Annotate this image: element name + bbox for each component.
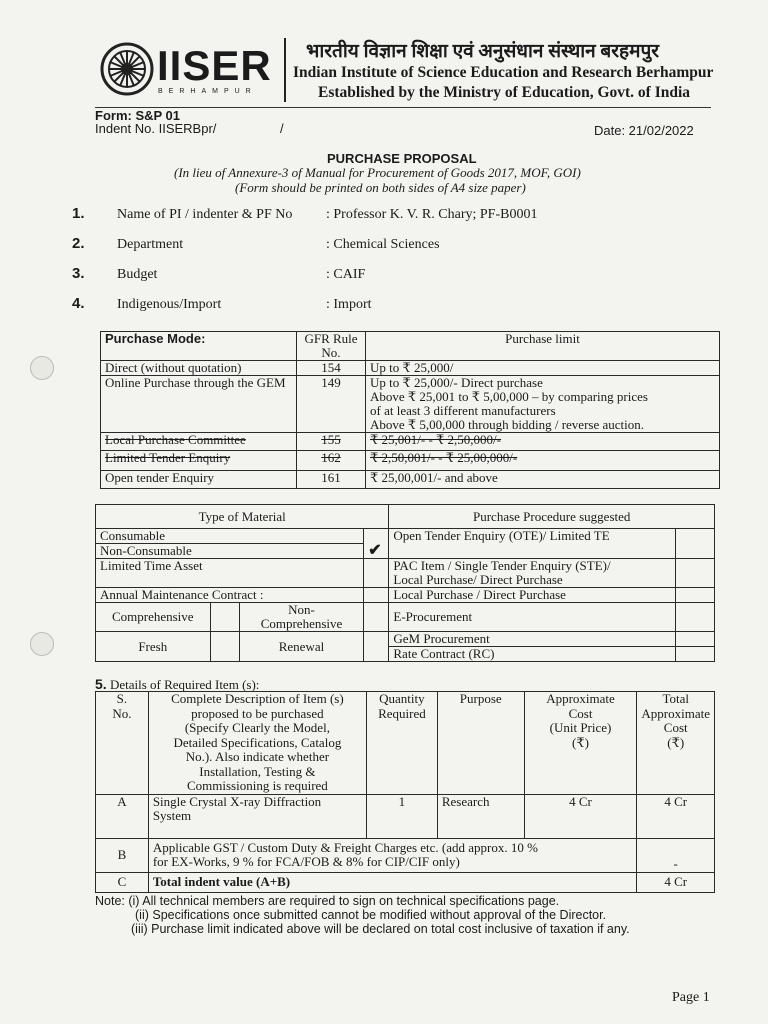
- section-number: 5.: [95, 676, 107, 692]
- established-by: Established by the Ministry of Education, Govt. of India: [318, 84, 691, 101]
- header-procedure: Purchase Procedure suggested: [389, 505, 715, 529]
- field-value-department: : Chemical Sciences: [326, 237, 440, 252]
- limit-line: of at least 3 different manufacturers: [370, 403, 556, 418]
- indent-number: Indent No. IISERBpr/: [95, 121, 217, 136]
- header-purpose: Purpose: [437, 692, 524, 795]
- limit-line: Up to ₹ 25,000/- Direct purchase: [370, 375, 543, 390]
- field-label-import: Indigenous/Import: [117, 297, 222, 312]
- procedure-eproc: E-Procurement: [389, 603, 675, 632]
- items-table: [95, 691, 715, 893]
- limit-cell: [366, 376, 720, 433]
- procedure-ote-mark: [675, 529, 714, 559]
- logo-text: IISER: [157, 42, 272, 89]
- field-value-pi: : Professor K. V. R. Chary; PF-B0001: [326, 207, 538, 222]
- row-b-sno: B: [96, 838, 149, 872]
- description-line: for EX-Works, 9 % for FCA/FOB & 8% for CIP/CIF only): [152, 854, 460, 869]
- procedure-pac: [389, 559, 675, 588]
- mode-cell: Local Purchase Committee: [101, 433, 297, 451]
- header-description: [148, 692, 366, 795]
- english-name: Indian Institute of Science Education and Research Berhampur: [293, 64, 714, 81]
- note-3: (iii) Purchase limit indicated above will be declared on total cost inclusive of taxation if any.: [131, 922, 630, 936]
- field-value-budget: : CAIF: [326, 267, 366, 282]
- field-value-import: : Import: [326, 297, 372, 312]
- header-approx-cost: [524, 692, 637, 795]
- form-subtitle-1: (In lieu of Annexure-3 of Manual for Procurement of Goods 2017, MOF, GOI): [174, 165, 581, 180]
- header-line: Cost: [663, 720, 688, 735]
- description-line: Single Crystal X-ray Diffraction: [152, 793, 322, 809]
- procedure-gem: GeM Procurement: [389, 632, 675, 647]
- header-sno: [96, 692, 149, 795]
- procedure-pac-mark: [675, 559, 714, 588]
- header-rule: [95, 107, 711, 108]
- form-number: Form: S&P 01: [95, 108, 181, 123]
- header-type-of-material: Type of Material: [96, 505, 389, 529]
- page-number: Page 1: [672, 990, 710, 1005]
- limit-cell: ₹ 25,001/- - ₹ 2,50,000/-: [366, 433, 720, 451]
- field-label-budget: Budget: [117, 267, 158, 282]
- procedure-pac-line: Local Purchase/ Direct Purchase: [393, 572, 563, 587]
- material-empty-cell: [210, 603, 239, 632]
- row-a-total-cost: 4 Cr: [637, 794, 715, 838]
- limit-line: Above ₹ 25,001 to ₹ 5,00,000 – by comparing prices: [370, 389, 648, 404]
- non-comprehensive-line: Comprehensive: [260, 616, 343, 631]
- field-number: 1.: [72, 205, 85, 222]
- limit-line: Above ₹ 5,00,000 through bidding / reverse auction.: [370, 417, 644, 432]
- header-line: Quantity: [379, 691, 425, 706]
- check-mark-icon: ✔: [368, 542, 382, 559]
- procedure-local: Local Purchase / Direct Purchase: [389, 588, 675, 603]
- rule-cell: 161: [297, 471, 366, 489]
- section-title: Details of Required Item (s):: [109, 677, 260, 692]
- material-empty-cell: [210, 632, 239, 662]
- procedure-rc: Rate Contract (RC): [389, 647, 675, 662]
- material-empty-cell: [364, 588, 389, 603]
- hindi-name: भारतीय विज्ञान शिक्षा एवं अनुसंधान संस्थान बरहमपुर: [306, 41, 660, 62]
- material-comprehensive: Comprehensive: [96, 603, 211, 632]
- row-c-total-cost: 4 Cr: [637, 872, 715, 892]
- description-line: Applicable GST / Custom Duty & Freight Charges etc. (add approx. 10 %: [152, 839, 538, 855]
- mode-cell: Direct (without quotation): [101, 361, 297, 376]
- header-line: Required: [378, 705, 426, 721]
- row-c-description: Total indent value (A+B): [148, 872, 637, 892]
- material-non-consumable: Non-Consumable: [96, 544, 364, 559]
- form-subtitle-2: (Form should be printed on both sides of A4 size paper): [235, 180, 526, 195]
- row-a-purpose: Research: [437, 794, 524, 838]
- field-number: 4.: [72, 295, 85, 312]
- material-fresh: Fresh: [96, 632, 211, 662]
- material-amc: Annual Maintenance Contract :: [96, 588, 364, 603]
- header-line: Cost: [568, 705, 593, 721]
- header-line: (₹): [572, 734, 589, 750]
- material-non-comprehensive: [239, 603, 364, 632]
- header-purchase-limit: Purchase limit: [366, 332, 720, 361]
- limit-cell: Up to ₹ 25,000/: [366, 361, 720, 376]
- selection-checkbox: [364, 529, 389, 559]
- procedure-local-mark: [675, 588, 714, 603]
- rule-cell: 162: [297, 451, 366, 471]
- row-a-description: [148, 794, 366, 838]
- header-purchase-mode: Purchase Mode:: [101, 332, 297, 361]
- header-line: Commissioning is required: [186, 778, 328, 793]
- header-line: Installation, Testing &: [199, 763, 316, 779]
- header-line: Total: [662, 691, 689, 706]
- row-a-unit-cost: 4 Cr: [524, 794, 637, 838]
- header-line: S.: [116, 691, 128, 706]
- punch-hole-bottom: [30, 632, 54, 656]
- header-quantity: [366, 692, 437, 795]
- rule-cell: 155: [297, 433, 366, 451]
- header-line: Complete Description of Item (s): [171, 691, 344, 706]
- header-line: Detailed Specifications, Catalog: [173, 734, 342, 750]
- field-label-pi: Name of PI / indenter & PF No: [117, 207, 293, 222]
- logo-subtext: BERHAMPUR: [158, 88, 257, 95]
- header-gfr-rule: GFR Rule No.: [297, 332, 366, 361]
- rule-cell: 154: [297, 361, 366, 376]
- row-c-sno: C: [96, 872, 149, 892]
- mode-cell: Online Purchase through the GEM: [101, 376, 297, 433]
- form-date: Date: 21/02/2022: [594, 123, 694, 138]
- purchase-mode-table: [100, 331, 720, 489]
- header-line: No.). Also indicate whether: [185, 749, 330, 764]
- material-empty-cell: [364, 559, 389, 588]
- header-line: Approximate: [641, 705, 710, 721]
- indent-slash: /: [280, 121, 284, 136]
- header-total-cost: [637, 692, 715, 795]
- header-divider: [284, 38, 286, 102]
- row-a-sno: A: [96, 794, 149, 838]
- non-comprehensive-line: Non-: [288, 602, 315, 617]
- header-line: Approximate: [546, 691, 615, 706]
- field-label-department: Department: [117, 237, 184, 252]
- material-table: [95, 504, 715, 662]
- limit-cell: ₹ 25,00,001/- and above: [366, 471, 720, 489]
- material-empty-cell: [364, 632, 389, 662]
- header-line: proposed to be purchased: [191, 705, 324, 721]
- material-consumable: Consumable: [96, 529, 364, 544]
- iiser-emblem: [100, 42, 154, 96]
- material-limited-time-asset: Limited Time Asset: [96, 559, 364, 588]
- field-number: 2.: [72, 235, 85, 252]
- procedure-ote: Open Tender Enquiry (OTE)/ Limited TE: [389, 529, 675, 559]
- description-line: System: [152, 808, 192, 823]
- material-renewal: Renewal: [239, 632, 364, 662]
- header-line: No.: [112, 705, 132, 721]
- mode-cell: Limited Tender Enquiry: [101, 451, 297, 471]
- limit-cell: ₹ 2,50,001/- - ₹ 25,00,000/-: [366, 451, 720, 471]
- procedure-rc-mark: [675, 647, 714, 662]
- row-a-quantity: 1: [366, 794, 437, 838]
- header-line: (Unit Price): [549, 720, 612, 735]
- mode-cell: Open tender Enquiry: [101, 471, 297, 489]
- note-2: (ii) Specifications once submitted cannot be modified without approval of the Director.: [135, 908, 607, 922]
- procedure-eproc-mark: [675, 603, 714, 632]
- header-line: (₹): [667, 734, 685, 750]
- row-b-description: [148, 838, 637, 872]
- form-title: PURCHASE PROPOSAL: [327, 151, 477, 166]
- field-number: 3.: [72, 265, 85, 282]
- procedure-pac-line: PAC Item / Single Tender Enquiry (STE)/: [393, 558, 611, 573]
- header-line: (Specify Clearly the Model,: [184, 720, 330, 735]
- material-empty-cell: [364, 603, 389, 632]
- punch-hole-top: [30, 356, 54, 380]
- row-b-total-cost: -: [637, 838, 715, 872]
- rule-cell: 149: [297, 376, 366, 433]
- note-1: Note: (i) All technical members are required to sign on technical specifications page.: [95, 894, 560, 908]
- procedure-gem-mark: [675, 632, 714, 647]
